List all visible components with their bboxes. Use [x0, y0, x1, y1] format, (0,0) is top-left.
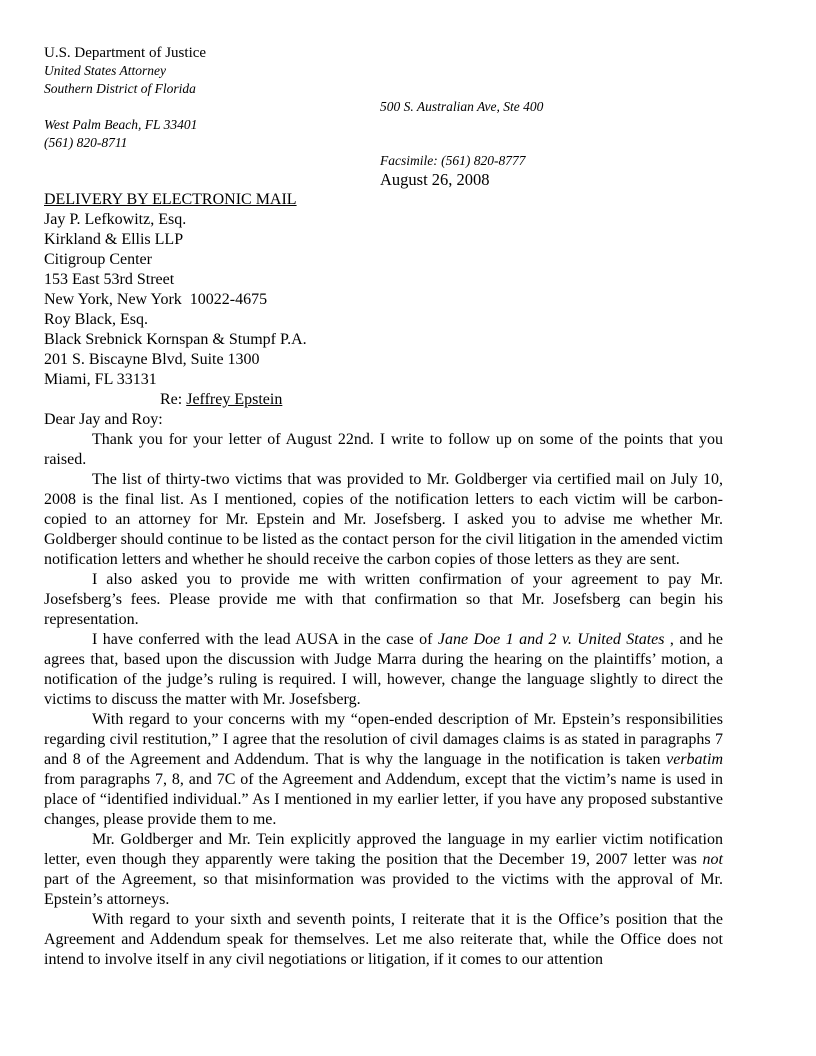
- delivery-method: DELIVERY BY ELECTRONIC MAIL: [44, 191, 297, 208]
- recipient-line: Miami, FL 33131: [44, 371, 157, 388]
- paragraph-office-position: With regard to your sixth and seventh points, I reiterate that it is the Office’s position that the Agreement and Addendum speak for themselves. Let me also reiterate that, while the Office does not intend to involve itself in any civil negotiations or litigation, if it comes to our attention: [44, 911, 723, 968]
- paragraph-intro: Thank you for your letter of August 22nd. I write to follow up on some of the points that you raised.: [44, 431, 723, 468]
- recipient-line: 153 East 53rd Street: [44, 271, 175, 288]
- letterhead-address-street: 500 S. Australian Ave, Ste 400: [380, 99, 544, 114]
- paragraph-goldberger-text-after: part of the Agreement, so that misinformation was provided to the victims with the approval of Mr. Epstein’s attorneys.: [44, 871, 723, 908]
- paragraph-goldberger-tein: [44, 830, 723, 910]
- paragraph-restitution: [44, 710, 723, 830]
- paragraph-fees-confirmation: I also asked you to provide me with written confirmation of your agreement to pay Mr. Josefsberg’s fees. Please provide me with that confirmation so that Mr. Josefsberg can begin his representation.: [44, 571, 723, 628]
- letterhead-agency: U.S. Department of Justice: [44, 45, 207, 61]
- re-label: Re:: [160, 391, 187, 408]
- recipient-line: New York, New York 10022-4675: [44, 291, 268, 308]
- doj-letterhead: [44, 44, 723, 190]
- paragraph-victim-list: The list of thirty-two victims that was provided to Mr. Goldberger via certified mail on July 10, 2008 is the final list. As I mentioned, copies of the notification letters to each victim will be carbon-copied to an attorney for Mr. Epstein and Mr. Josefsberg. I asked you to advise me whether Mr. Goldberger should continue to be listed as the contact person for the civil litigation in the amended victim notification letters and whether he should receive the carbon copies of those letters as they are sent.: [44, 471, 723, 568]
- recipient-line: 201 S. Biscayne Blvd, Suite 1300: [44, 351, 260, 368]
- letterhead-address-city: West Palm Beach, FL 33401: [44, 117, 198, 132]
- paragraph-restitution-text-after: from paragraphs 7, 8, and 7C of the Agreement and Addendum, except that the victim’s name is used in place of “identified individual.” As I mentioned in my earlier letter, if you have any proposed substantive changes, please provide them to me.: [44, 771, 723, 828]
- re-line: [160, 390, 723, 410]
- case-name-italic: Jane Doe 1 and 2 v. United States: [437, 631, 665, 648]
- recipient-line: Jay P. Lefkowitz, Esq.: [44, 211, 187, 228]
- paragraph-case-text-before: I have conferred with the lead AUSA in the case of: [92, 631, 438, 648]
- paragraph-goldberger-text-before: Mr. Goldberger and Mr. Tein explicitly approved the language in my earlier victim notification letter, even though they apparently were taking the position that the December 19, 2007 letter was: [44, 831, 723, 868]
- letterhead-office: United States Attorney: [44, 63, 166, 78]
- recipient-line: Roy Black, Esq.: [44, 311, 148, 328]
- not-italic: not: [702, 851, 723, 868]
- letterhead-district: Southern District of Florida: [44, 81, 196, 96]
- letter-date: August 26, 2008: [380, 170, 490, 189]
- letterhead-phone: (561) 820-8711: [44, 135, 128, 150]
- verbatim-italic: verbatim: [666, 751, 723, 768]
- paragraph-case-reference: [44, 630, 723, 710]
- paragraph-restitution-text-before: With regard to your concerns with my “open-ended description of Mr. Epstein’s responsibilities regarding civil restitution,” I agree that the resolution of civil damages claims is as stated in paragraphs 7 and 8 of the Agreement and Addendum. That is why the language in the notification is taken: [44, 711, 723, 768]
- paragraph-case-text-after: , and he agrees that, based upon the discussion with Judge Marra during the hearing on the plaintiffs’ motion, a notification of the judge’s ruling is required. I will, however, change the language slightly to direct the victims to discuss the matter with Mr. Josefsberg.: [44, 631, 724, 708]
- recipient-block: [44, 210, 723, 390]
- letterhead-facsimile: Facsimile: (561) 820-8777: [380, 153, 526, 168]
- recipient-line: Citigroup Center: [44, 251, 152, 268]
- recipient-line: Black Srebnick Kornspan & Stumpf P.A.: [44, 331, 307, 348]
- recipient-line: Kirkland & Ellis LLP: [44, 231, 184, 248]
- salutation: Dear Jay and Roy:: [44, 411, 163, 428]
- re-subject: Jeffrey Epstein: [186, 391, 283, 408]
